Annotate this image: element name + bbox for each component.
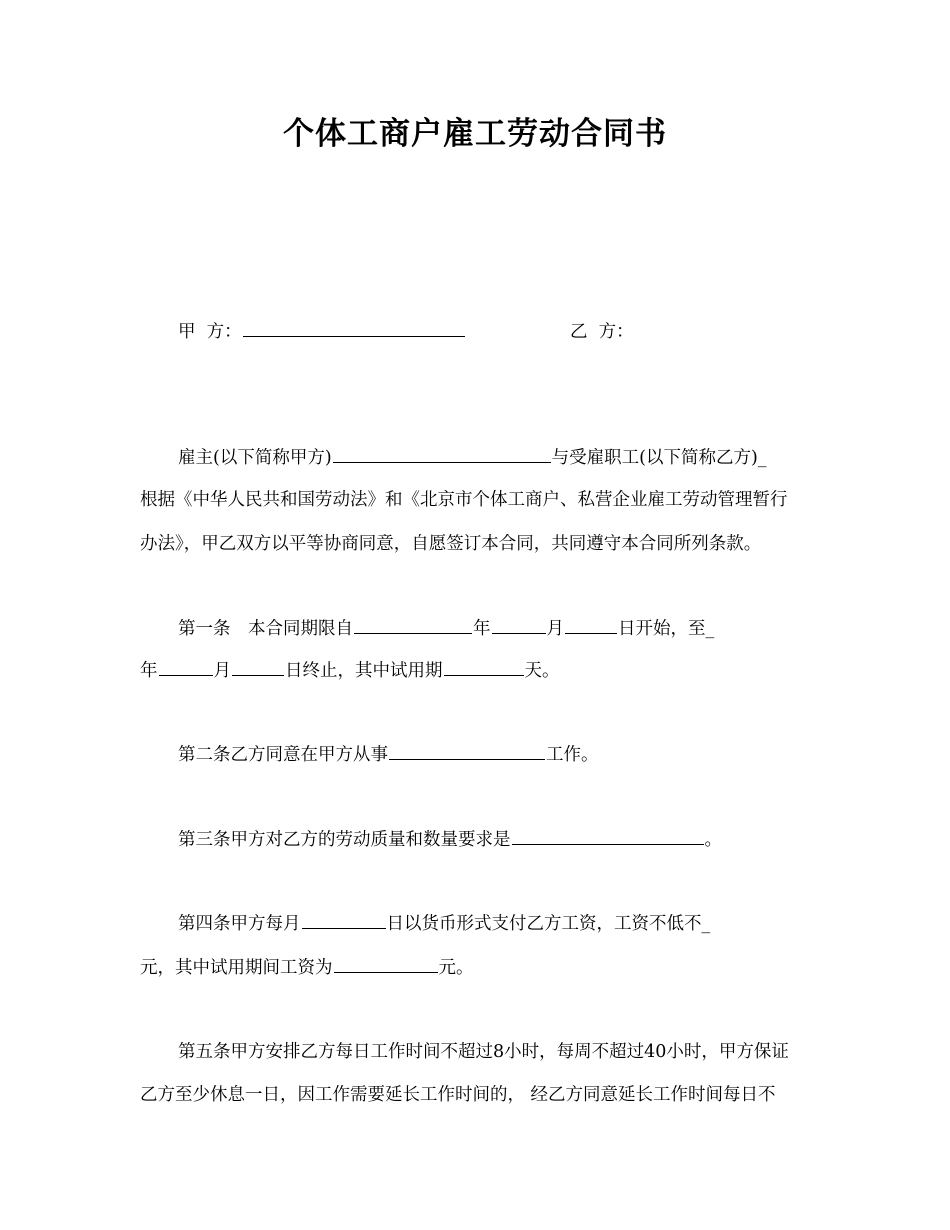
article-4-line-1 bbox=[178, 912, 710, 936]
start-month-blank bbox=[492, 632, 546, 634]
article-1-text-f: 月 bbox=[213, 661, 231, 681]
article-1-text-a: 第一条 本合同期限自 bbox=[178, 619, 353, 639]
start-day-blank bbox=[565, 632, 617, 634]
article-1-line-1 bbox=[178, 617, 714, 641]
party-a-line bbox=[178, 320, 466, 344]
end-day-blank bbox=[232, 674, 284, 676]
article-3-text-a: 第三条甲方对乙方的劳动质量和数量要求是 bbox=[178, 830, 511, 850]
pay-day-blank bbox=[302, 927, 386, 929]
intro-line-2: 根据《中华人民共和国劳动法》和《北京市个体工商户、私营企业雇工劳动管理暂行 bbox=[140, 490, 788, 510]
party-a-label: 甲 方： bbox=[178, 322, 242, 342]
article-5-line-2: 乙方至少休息一日，因工作需要延长工作时间的， 经乙方同意延长工作时间每日不 bbox=[140, 1085, 776, 1105]
article-4-text-b: 日以货币形式支付乙方工资，工资不低不_ bbox=[386, 914, 711, 934]
document-title: 个体工商户雇工劳动合同书 bbox=[283, 116, 667, 152]
intro-text-1b: 与受雇职工(以下简称乙方)_ bbox=[551, 448, 767, 468]
intro-text-1a: 雇主(以下简称甲方) bbox=[178, 448, 332, 468]
article-3-line bbox=[178, 828, 722, 852]
requirements-blank bbox=[512, 843, 704, 845]
article-2-text-b: 工作。 bbox=[546, 745, 599, 765]
article-4-text-d: 元。 bbox=[438, 958, 474, 978]
article-1-text-h: 天。 bbox=[524, 661, 560, 681]
employer-blank bbox=[333, 461, 551, 463]
article-3-text-b: 。 bbox=[704, 830, 722, 850]
probation-days-blank bbox=[444, 674, 524, 676]
article-1-text-d: 日开始，至_ bbox=[618, 619, 715, 639]
article-1-line-2 bbox=[140, 659, 560, 683]
party-a-blank bbox=[243, 335, 465, 337]
start-year-blank bbox=[354, 632, 472, 634]
party-b-label: 乙 方： bbox=[570, 322, 634, 342]
article-1-text-g: 日终止，其中试用期 bbox=[285, 661, 443, 681]
article-2-text-a: 第二条乙方同意在甲方从事 bbox=[178, 745, 388, 765]
job-blank bbox=[389, 758, 545, 760]
article-4-text-a: 第四条甲方每月 bbox=[178, 914, 301, 934]
article-1-text-e: 年 bbox=[140, 661, 158, 681]
party-b-line bbox=[570, 320, 634, 344]
article-1-text-b: 年 bbox=[473, 619, 491, 639]
probation-wage-blank bbox=[334, 971, 438, 973]
article-5-line-1: 第五条甲方安排乙方每日工作时间不超过8小时，每周不超过40小时，甲方保证 bbox=[178, 1042, 789, 1062]
intro-line-1 bbox=[178, 446, 767, 470]
article-1-text-c: 月 bbox=[546, 619, 564, 639]
end-month-blank bbox=[159, 674, 213, 676]
intro-line-3: 办法》，甲乙双方以平等协商同意，自愿签订本合同，共同遵守本合同所列条款。 bbox=[140, 534, 762, 554]
article-2-line bbox=[178, 743, 599, 767]
article-4-line-2 bbox=[140, 956, 474, 980]
article-4-text-c: 元，其中试用期间工资为 bbox=[140, 958, 333, 978]
